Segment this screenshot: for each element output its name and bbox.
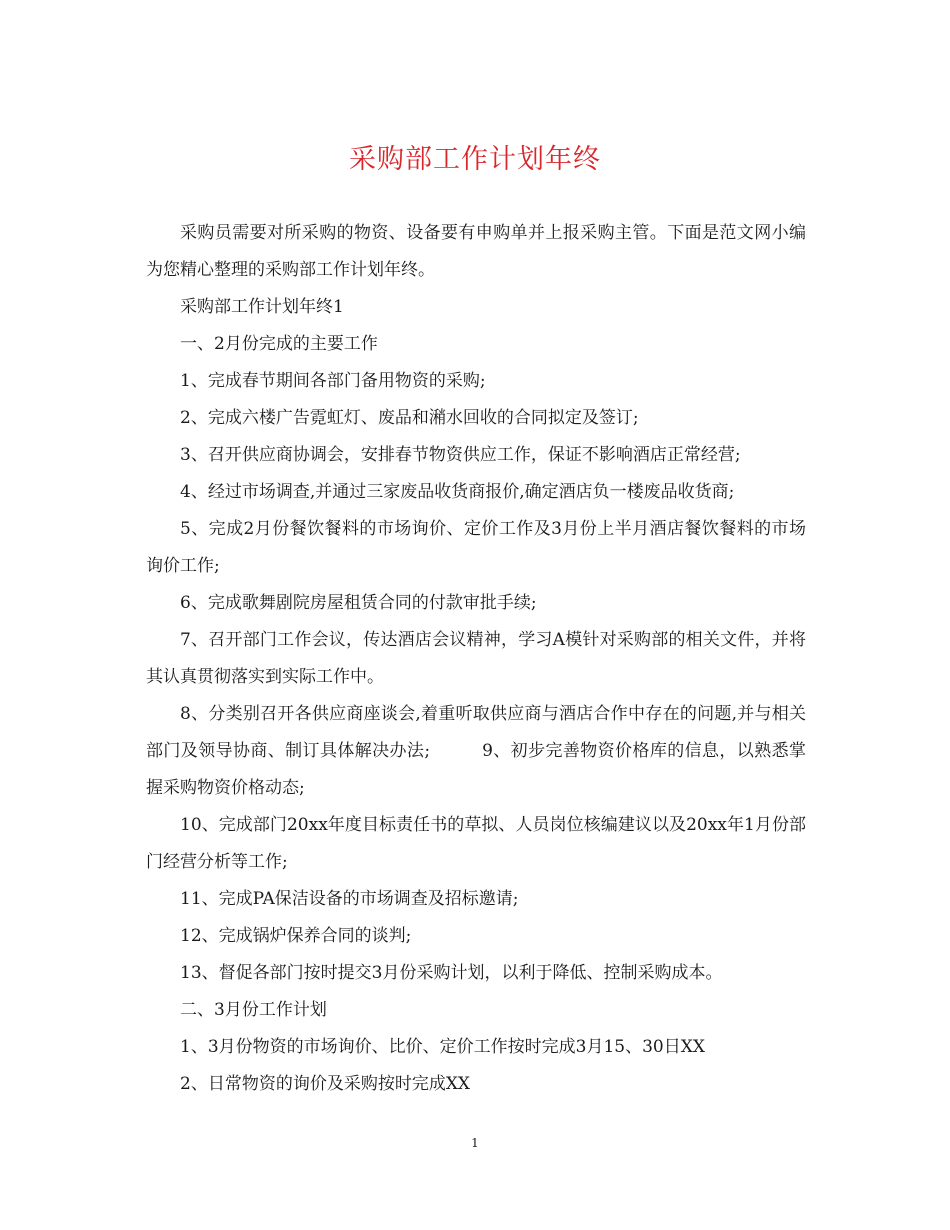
list-item: 2、完成六楼广告霓虹灯、废品和潲水回收的合同拟定及签订;	[180, 408, 639, 428]
list-item: 7、召开部门工作会议，传达酒店会议精神，学习A模针对采购部的相关文件，并将其认真贯彻落实到实际工作中。	[146, 630, 806, 687]
subheading-march-plan: 二、3月份工作计划	[180, 1000, 327, 1020]
list-item: 3、召开供应商协调会，安排春节物资供应工作，保证不影响酒店正常经营;	[180, 445, 741, 465]
list-item: 5、完成2月份餐饮餐料的市场询价、定价工作及3月份上半月酒店餐饮餐料的市场询价工作;	[146, 519, 806, 576]
list-item: 1、3月份物资的市场询价、比价、定价工作按时完成3月15、30日XX	[180, 1037, 705, 1057]
list-item-combined	[146, 696, 806, 807]
document-title: 采购部工作计划年终	[349, 144, 601, 175]
list-item: 13、督促各部门按时提交3月份采购计划，以利于降低、控制采购成本。	[180, 963, 723, 983]
intro-paragraph: 采购员需要对所采购的物资、设备要有申购单并上报采购主管。下面是范文网小编为您精心整理的采购部工作计划年终。	[146, 223, 806, 280]
document-body	[146, 215, 806, 1103]
subheading-february-work: 一、2月份完成的主要工作	[180, 334, 378, 354]
list-item-8-text: 8、分类别召开各供应商座谈会,着重听取供应商与酒店合作中存在的问题,并与相关部门及领导协商、制订具体解决办法;	[146, 704, 806, 761]
list-item: 10、完成部门20xx年度目标责任书的草拟、人员岗位核编建议以及20xx年1月份部门经营分析等工作;	[146, 815, 806, 872]
list-item-9-text: 9、初步完善物资价格库的信息，以熟悉掌握采购物资价格动态;	[146, 741, 806, 798]
list-item: 12、完成锅炉保养合同的谈判;	[180, 926, 412, 946]
list-item: 6、完成歌舞剧院房屋租赁合同的付款审批手续;	[180, 593, 537, 613]
list-item: 4、经过市场调查,并通过三家废品收货商报价,确定酒店负一楼废品收货商;	[180, 482, 735, 502]
page-number: 1	[471, 1136, 479, 1150]
list-item: 1、完成春节期间各部门备用物资的采购;	[180, 371, 486, 391]
list-item: 11、完成PA保洁设备的市场调查及招标邀请;	[180, 889, 519, 909]
list-item: 2、日常物资的询价及采购按时完成XX	[180, 1074, 471, 1094]
section-heading-1: 采购部工作计划年终1	[180, 297, 344, 317]
